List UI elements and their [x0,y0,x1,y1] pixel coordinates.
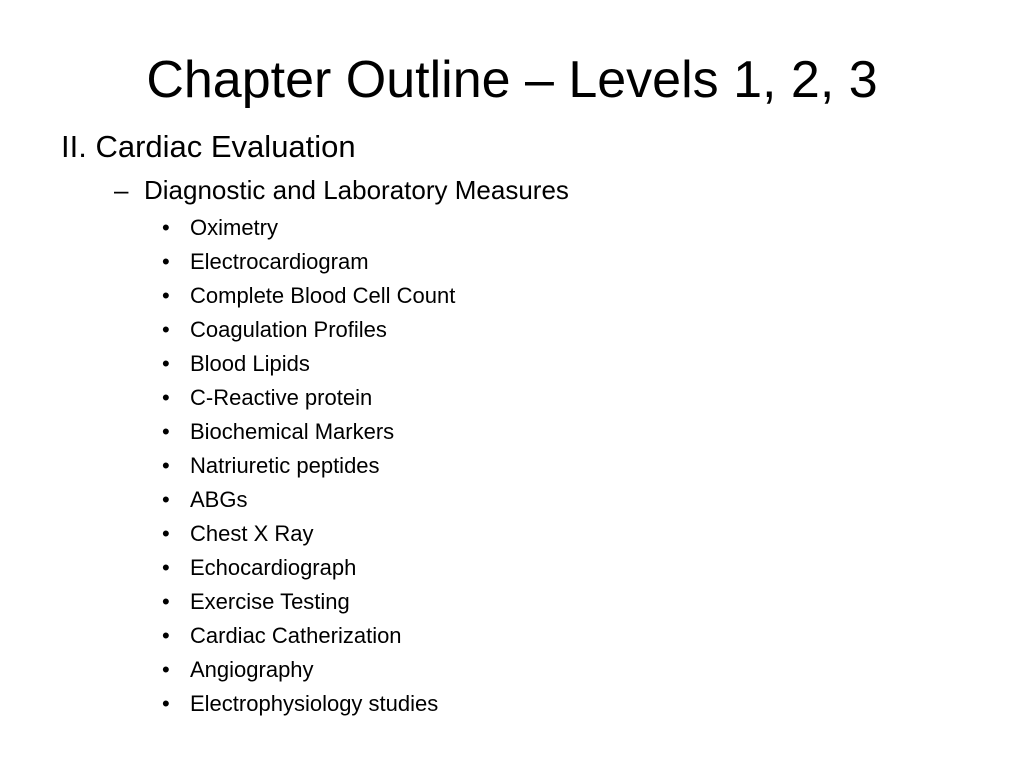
bullet-marker: • [162,555,170,580]
list-item-label: Cardiac Catherization [190,623,402,648]
list-item-label: Blood Lipids [190,351,310,376]
list-item-label: Biochemical Markers [190,419,395,444]
list-item-label: Exercise Testing [190,589,350,614]
list-item-label: Coagulation Profiles [190,317,387,342]
list-item [162,585,455,619]
subsection-heading [114,173,569,207]
list-item [162,449,455,483]
bullet-marker: • [162,589,170,614]
list-item [162,619,455,653]
slide-title: Chapter Outline – Levels 1, 2, 3 [146,51,878,109]
list-item-label: Natriuretic peptides [190,453,380,478]
list-item-label: Oximetry [190,215,278,240]
list-item [162,551,455,585]
list-item [162,653,455,687]
list-item-label: Electrophysiology studies [190,691,439,716]
list-item [162,279,455,313]
list-item-label: Chest X Ray [190,521,314,546]
list-item-label: Angiography [190,657,314,682]
list-item-label: C-Reactive protein [190,385,373,410]
list-item [162,313,455,347]
dash-marker: – [114,175,129,205]
bullet-marker: • [162,623,170,648]
bullet-marker: • [162,657,170,682]
bullet-marker: • [162,215,170,240]
bullet-marker: • [162,249,170,274]
bullet-marker: • [162,283,170,308]
list-item [162,687,455,721]
list-item-label: Electrocardiogram [190,249,369,274]
bullet-marker: • [162,691,170,716]
list-item-label: ABGs [190,487,248,512]
bullet-marker: • [162,317,170,342]
bullet-marker: • [162,487,170,512]
list-item-label: Complete Blood Cell Count [190,283,456,308]
bullet-marker: • [162,521,170,546]
bullet-marker: • [162,351,170,376]
bullet-marker: • [162,385,170,410]
list-item [162,483,455,517]
list-item [162,415,455,449]
list-item [162,517,455,551]
bullet-list [162,211,455,721]
list-item [162,381,455,415]
subsection-label: Diagnostic and Laboratory Measures [144,175,569,205]
list-item [162,211,455,245]
list-item [162,245,455,279]
list-item [162,347,455,381]
section-heading: II. Cardiac Evaluation [61,129,356,164]
bullet-marker: • [162,419,170,444]
list-item-label: Echocardiograph [190,555,357,580]
bullet-marker: • [162,453,170,478]
